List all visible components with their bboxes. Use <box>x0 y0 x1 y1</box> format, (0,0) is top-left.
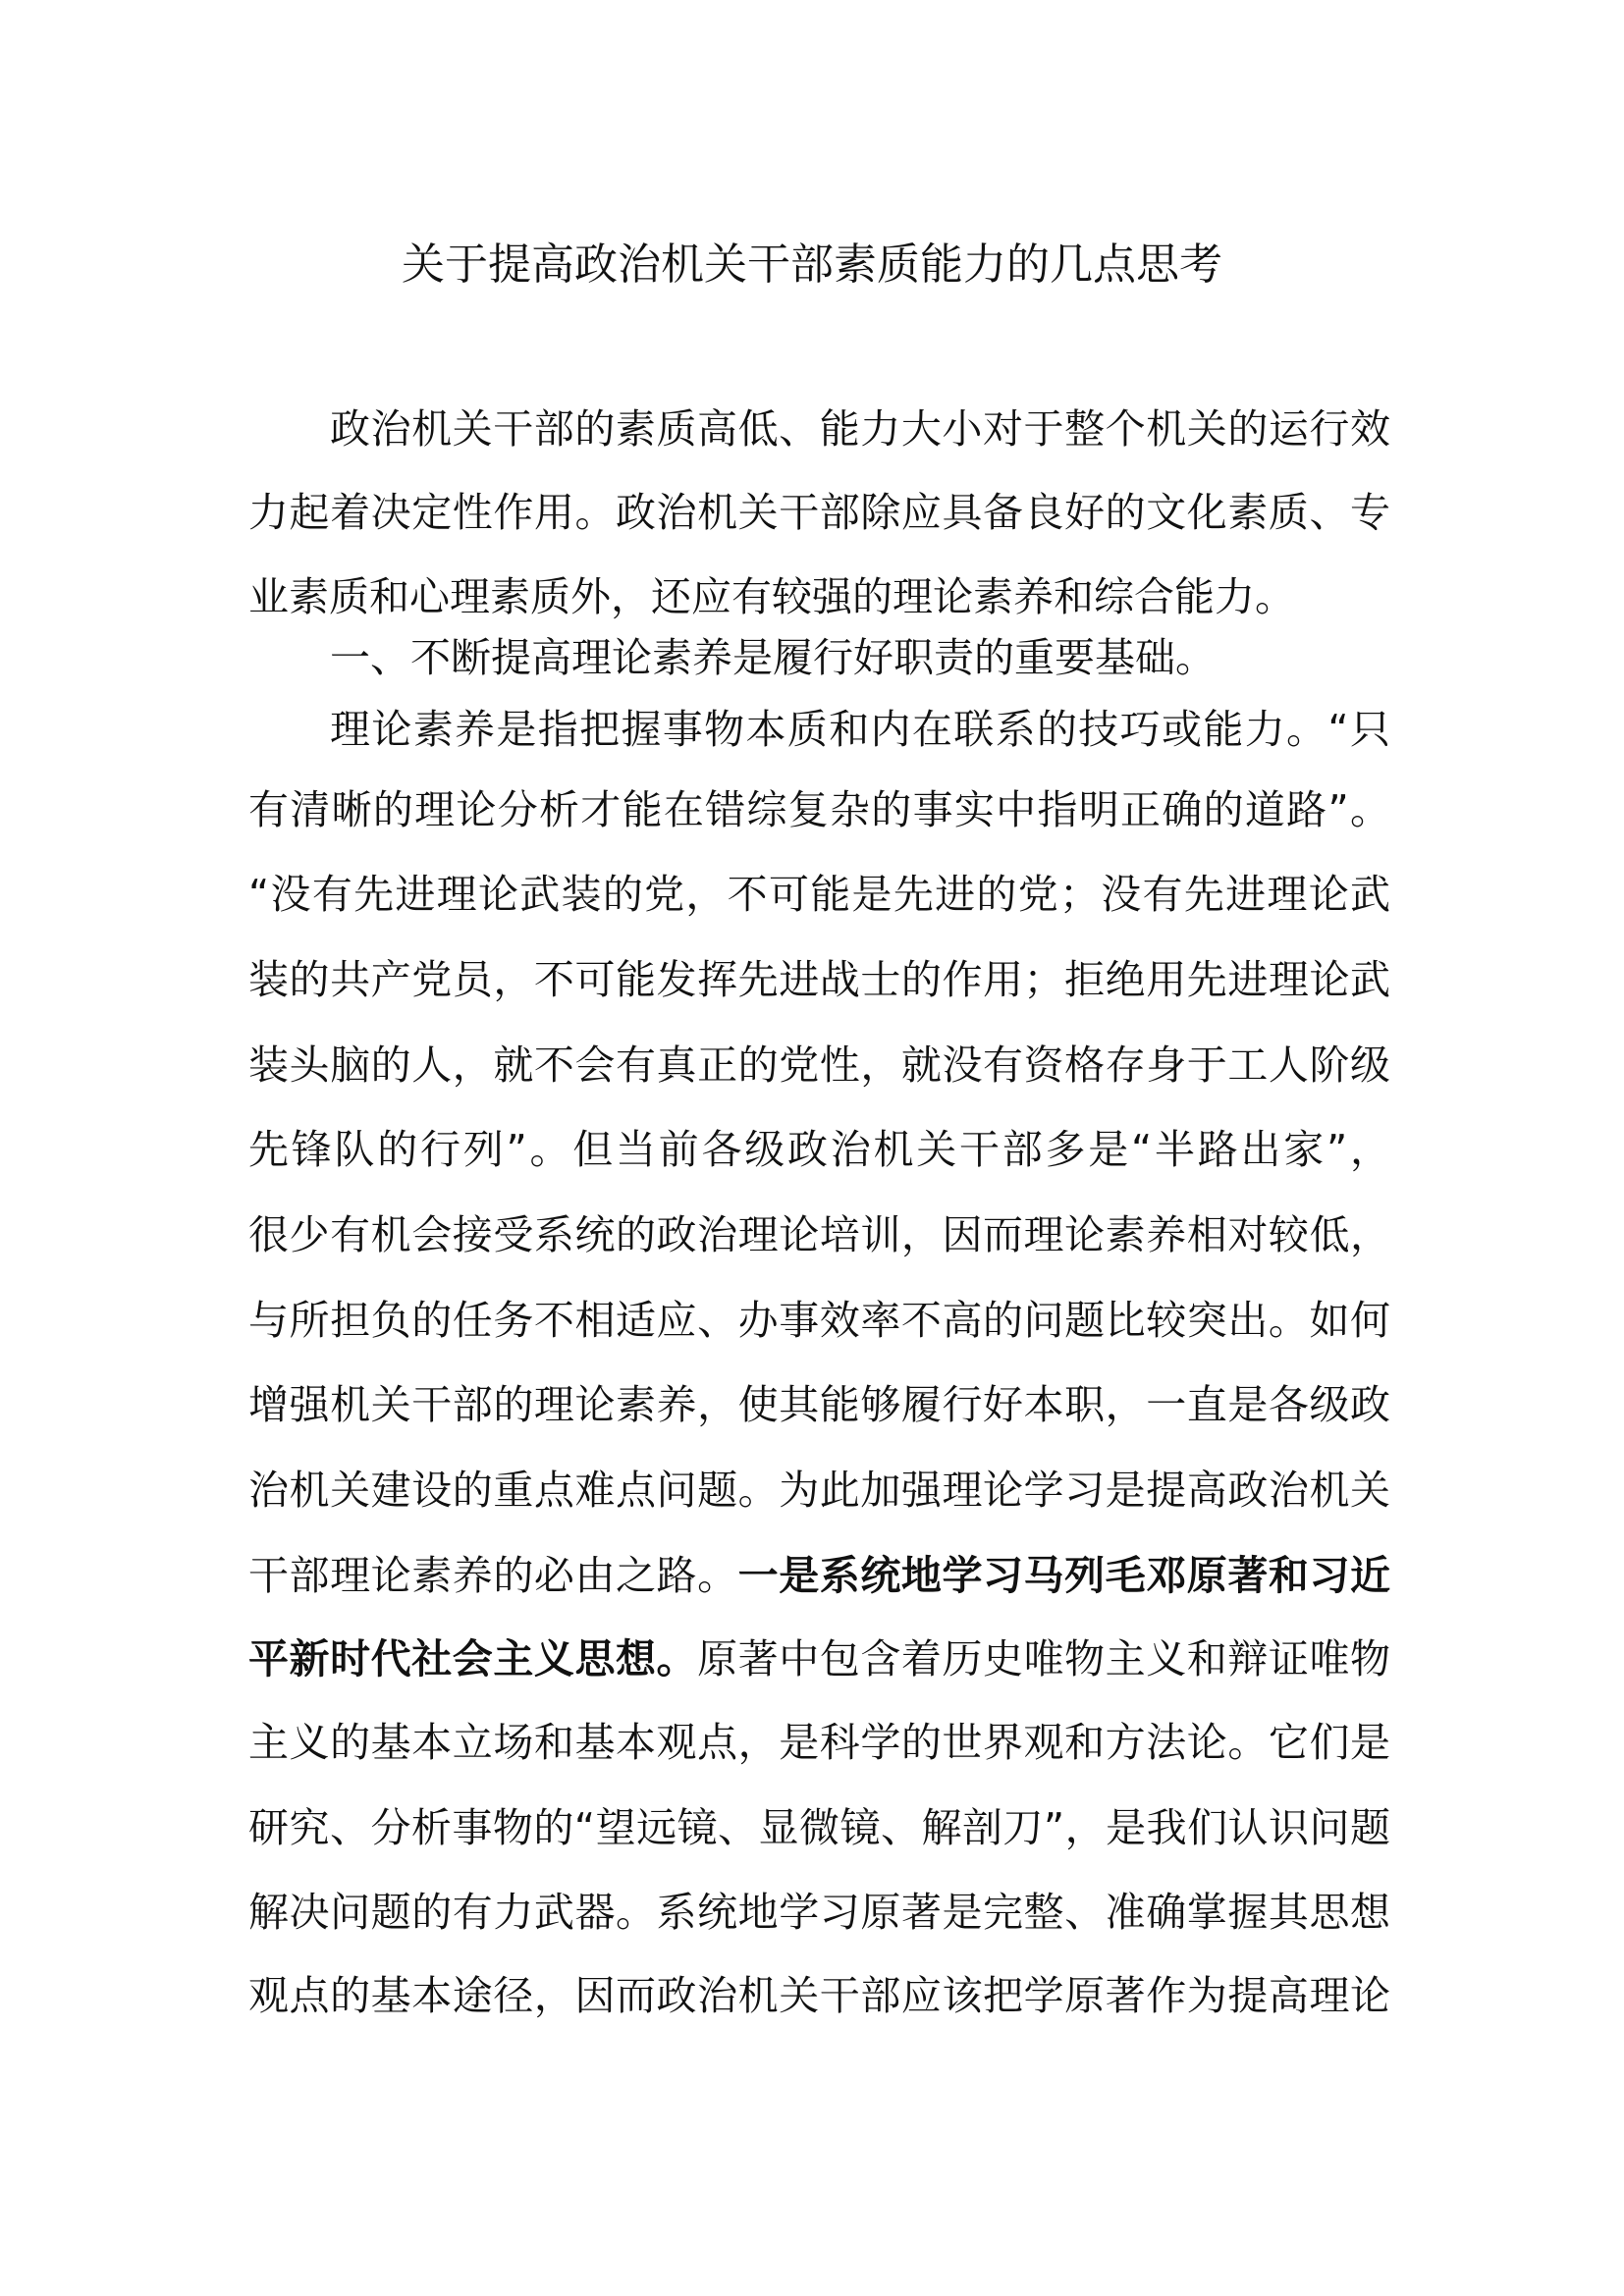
text-segment: 与所担负的任务不相适应、办事效率不高的问题比较突出。如何 <box>248 1297 1390 1344</box>
text-segment: 理论素养是指把握事物本质和内在联系的技巧或能力。“只 <box>330 706 1390 753</box>
paragraph-line <box>248 1546 1390 1605</box>
paragraph-line <box>248 1375 1390 1434</box>
section-heading <box>330 628 1390 687</box>
paragraph-line <box>248 1291 1390 1350</box>
text-segment: 很少有机会接受系统的政治理论培训，因而理论素养相对较低， <box>248 1211 1390 1258</box>
paragraph-line <box>248 1461 1390 1520</box>
text-segment: 有清晰的理论分析才能在错综复杂的事实中指明正确的道路”。 <box>248 786 1390 833</box>
text-segment: 研究、分析事物的“望远镜、显微镜、解剖刀”，是我们认识问题 <box>248 1804 1390 1851</box>
text-segment: 政治机关干部的素质高低、能力大小对于整个机关的运行效 <box>330 405 1390 453</box>
text-segment: 干部理论素养的必由之路。 <box>248 1552 738 1599</box>
text-segment: 观点的基本途径，因而政治机关干部应该把学原著作为提高理论 <box>248 1972 1390 2019</box>
text-segment: 力起着决定性作用。政治机关干部除应具备良好的文化素质、专 <box>248 489 1390 536</box>
paragraph-line <box>248 483 1390 542</box>
bold-text: 一是系统地学习马列毛邓原著和习近 <box>737 1552 1391 1599</box>
paragraph-line <box>248 780 1390 839</box>
paragraph-line <box>248 1966 1390 2025</box>
text-segment: 主义的基本立场和基本观点，是科学的世界观和方法论。它们是 <box>248 1719 1390 1766</box>
text-segment: 一、不断提高理论素养是履行好职责的重要基础。 <box>330 634 1216 681</box>
text-segment: 原著中包含着历史唯物主义和辩证唯物 <box>697 1635 1391 1682</box>
paragraph-line <box>248 1036 1390 1095</box>
text-segment: 增强机关干部的理论素养，使其能够履行好本职，一直是各级政 <box>248 1381 1390 1428</box>
text-segment: 解决问题的有力武器。系统地学习原著是完整、准确掌握其思想 <box>248 1889 1390 1936</box>
text-segment: 业素质和心理素质外，还应有较强的理论素养和综合能力。 <box>248 573 1295 620</box>
text-segment: 装的共产党员，不可能发挥先进战士的作用；拒绝用先进理论武 <box>248 956 1390 1003</box>
paragraph-line <box>248 1120 1390 1179</box>
paragraph-line <box>248 950 1390 1009</box>
text-segment: 治机关建设的重点难点问题。为此加强理论学习是提高政治机关 <box>248 1467 1390 1514</box>
text-segment: 装头脑的人，就不会有真正的党性，就没有资格存身于工人阶级 <box>248 1041 1390 1089</box>
paragraph-line <box>248 1883 1390 1942</box>
bold-text: 平新时代社会主义思想。 <box>248 1635 698 1682</box>
paragraph-line <box>330 700 1390 759</box>
paragraph-line <box>248 1205 1390 1264</box>
paragraph-line <box>248 1798 1390 1857</box>
text-segment: “没有先进理论武装的党，不可能是先进的党；没有先进理论武 <box>248 871 1390 918</box>
paragraph-line <box>248 865 1390 924</box>
paragraph-line <box>248 567 1390 626</box>
paragraph-line <box>330 400 1390 458</box>
paragraph-line <box>248 1629 1390 1688</box>
document-title: 关于提高政治机关干部素质能力的几点思考 <box>402 240 1222 290</box>
paragraph-line <box>248 1713 1390 1772</box>
text-segment: 先锋队的行列”。但当前各级政治机关干部多是“半路出家”， <box>248 1126 1390 1173</box>
